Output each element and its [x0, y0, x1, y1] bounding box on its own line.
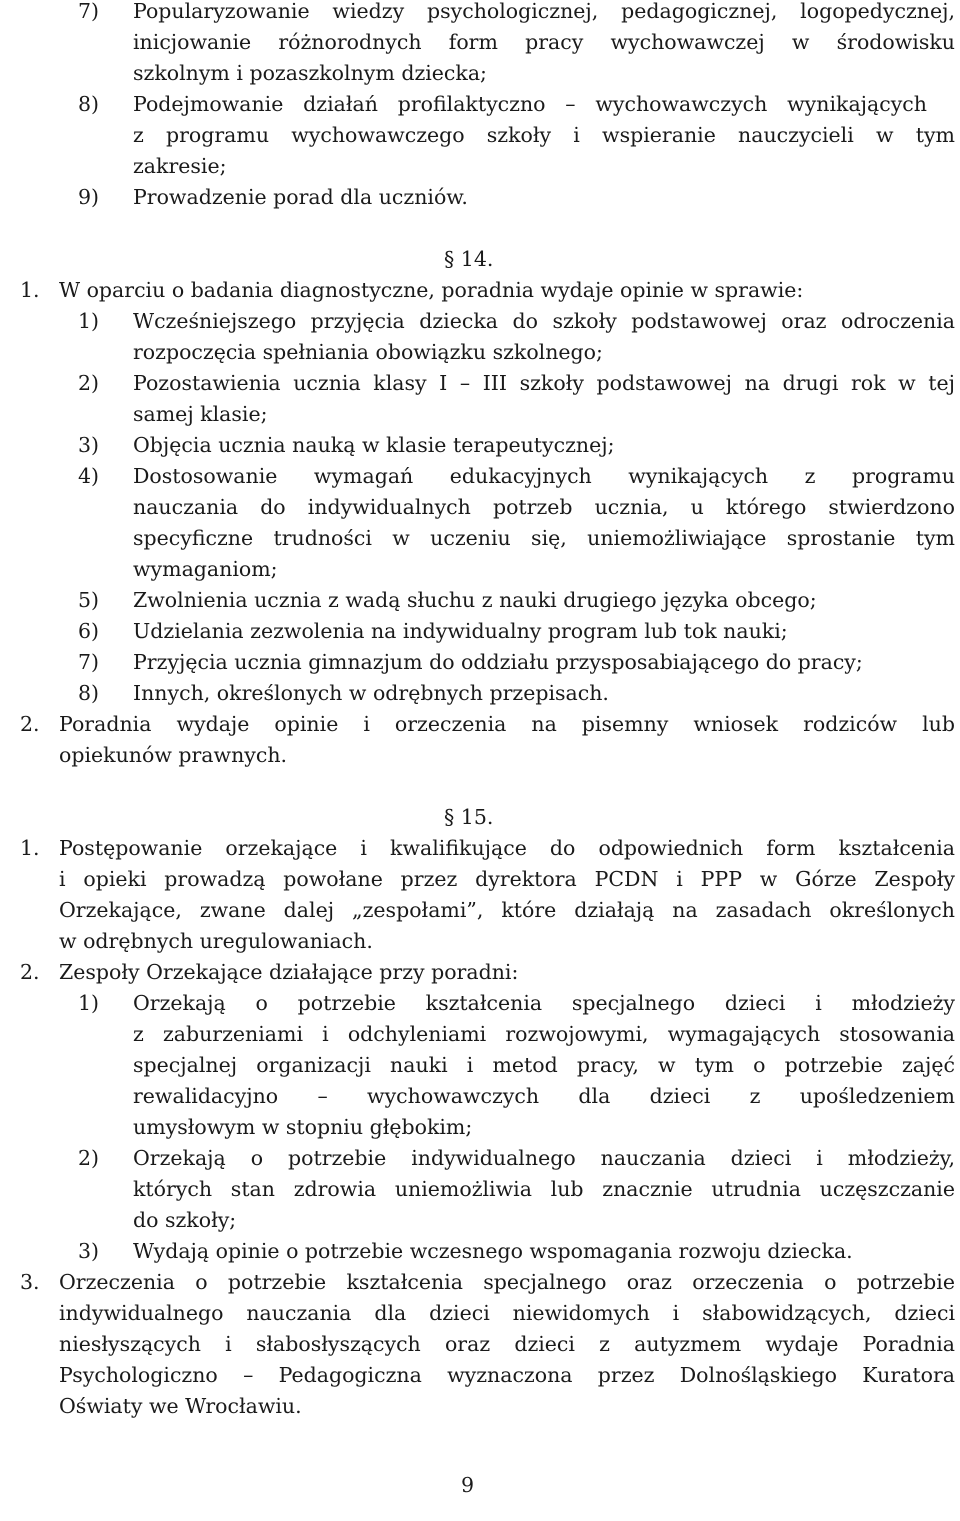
list-item-line: Przyjęcia ucznia gimnazjum do oddziału przysposabiającego do pracy;: [133, 650, 863, 674]
list-item-line: Wydają opinie o potrzebie wczesnego wspomagania rozwoju dziecka.: [133, 1239, 853, 1263]
list-item-line: zakresie;: [133, 154, 227, 178]
list-item-line: inicjowanie różnorodnych form pracy wychowawczej w środowisku: [133, 30, 955, 54]
list-item-number: 2): [78, 1146, 100, 1170]
paragraph-line: Poradnia wydaje opinie i orzeczenia na pisemny wniosek rodziców lub: [59, 712, 955, 736]
list-item-line: do szkoły;: [133, 1208, 237, 1232]
list-item-line: Pozostawienia ucznia klasy I – III szkoły podstawowej na drugi rok w tej: [133, 371, 955, 395]
paragraph-line: indywidualnego nauczania dla dzieci niewidomych i słabowidzących, dzieci: [59, 1301, 955, 1325]
list-item-number: 7): [78, 650, 100, 674]
paragraph-line: Postępowanie orzekające i kwalifikujące do odpowiednich form kształcenia: [59, 836, 955, 860]
paragraph-number: 2.: [20, 960, 40, 984]
list-item-line: których stan zdrowia uniemożliwia lub znacznie utrudnia uczęszczanie: [133, 1177, 955, 1201]
list-item-line: samej klasie;: [133, 402, 268, 426]
paragraph-line: Orzeczenia o potrzebie kształcenia specjalnego oraz orzeczenia o potrzebie: [59, 1270, 955, 1294]
list-item-line: specjalnej organizacji nauki i metod pracy, w tym o potrzebie zajęć: [133, 1053, 955, 1077]
paragraph-number: 1.: [20, 278, 40, 302]
list-item-line: specyficzne trudności w uczeniu się, uniemożliwiające sprostanie tym: [133, 526, 955, 550]
paragraph-number: 3.: [20, 1270, 40, 1294]
list-item-line: rewalidacyjno – wychowawczych dla dzieci z upośledzeniem: [133, 1084, 955, 1108]
list-item-line: Wcześniejszego przyjęcia dziecka do szkoły podstawowej oraz odroczenia: [133, 309, 955, 333]
list-item-number: 3): [78, 433, 100, 457]
paragraph-line: Psychologiczno – Pedagogiczna wyznaczona przez Dolnośląskiego Kuratora: [59, 1363, 955, 1387]
list-item-number: 6): [78, 619, 100, 643]
list-item-number: 1): [78, 309, 100, 333]
list-item-number: 5): [78, 588, 100, 612]
paragraph-line: niesłyszących i słabosłyszących oraz dzieci z autyzmem wydaje Poradnia: [59, 1332, 955, 1356]
list-item-number: 8): [78, 681, 100, 705]
list-item-line: Orzekają o potrzebie indywidualnego nauczania dzieci i młodzieży,: [133, 1146, 955, 1170]
page-number: 9: [461, 1473, 475, 1497]
section-heading: § 14.: [444, 247, 494, 271]
list-item-line: z zaburzeniami i odchyleniami rozwojowymi, wymagających stosowania: [133, 1022, 955, 1046]
list-item-number: 8): [78, 92, 100, 116]
paragraph-number: 2.: [20, 712, 40, 736]
list-item-line: rozpoczęcia spełniania obowiązku szkolnego;: [133, 340, 603, 364]
list-item-line: Zwolnienia ucznia z wadą słuchu z nauki drugiego języka obcego;: [133, 588, 817, 612]
list-item-line: wymaganiom;: [133, 557, 278, 581]
list-item-line: Popularyzowanie wiedzy psychologicznej, pedagogicznej, logopedycznej,: [133, 0, 955, 23]
list-item-line: umysłowym w stopniu głębokim;: [133, 1115, 473, 1139]
list-item-line: nauczania do indywidualnych potrzeb ucznia, u którego stwierdzono: [133, 495, 955, 519]
list-item-line: Objęcia ucznia nauką w klasie terapeutycznej;: [133, 433, 615, 457]
paragraph-line: W oparciu o badania diagnostyczne, poradnia wydaje opinie w sprawie:: [59, 278, 804, 302]
list-item-number: 3): [78, 1239, 100, 1263]
list-item-number: 9): [78, 185, 100, 209]
paragraph-line: Zespoły Orzekające działające przy poradni:: [59, 960, 519, 984]
list-item-line: szkolnym i pozaszkolnym dziecka;: [133, 61, 487, 85]
list-item-line: z programu wychowawczego szkoły i wspieranie nauczycieli w tym: [133, 123, 955, 147]
paragraph-line: w odrębnych uregulowaniach.: [59, 929, 373, 953]
paragraph-line: i opieki prowadzą powołane przez dyrektora PCDN i PPP w Górze Zespoły: [59, 867, 955, 891]
list-item-line: Orzekają o potrzebie kształcenia specjalnego dzieci i młodzieży: [133, 991, 955, 1015]
list-item-line: Podejmowanie działań profilaktyczno – wychowawczych wynikających: [133, 92, 927, 116]
paragraph-line: Orzekające, zwane dalej „zespołami”, które działają na zasadach określonych: [59, 898, 955, 922]
list-item-number: 7): [78, 0, 100, 23]
list-item-number: 2): [78, 371, 100, 395]
list-item-line: Prowadzenie porad dla uczniów.: [133, 185, 468, 209]
paragraph-number: 1.: [20, 836, 40, 860]
list-item-line: Innych, określonych w odrębnych przepisach.: [133, 681, 609, 705]
paragraph-line: Oświaty we Wrocławiu.: [59, 1394, 302, 1418]
list-item-number: 4): [78, 464, 100, 488]
section-heading: § 15.: [444, 805, 494, 829]
list-item-line: Dostosowanie wymagań edukacyjnych wynikających z programu: [133, 464, 955, 488]
list-item-number: 1): [78, 991, 100, 1015]
paragraph-line: opiekunów prawnych.: [59, 743, 288, 767]
list-item-line: Udzielania zezwolenia na indywidualny program lub tok nauki;: [133, 619, 788, 643]
